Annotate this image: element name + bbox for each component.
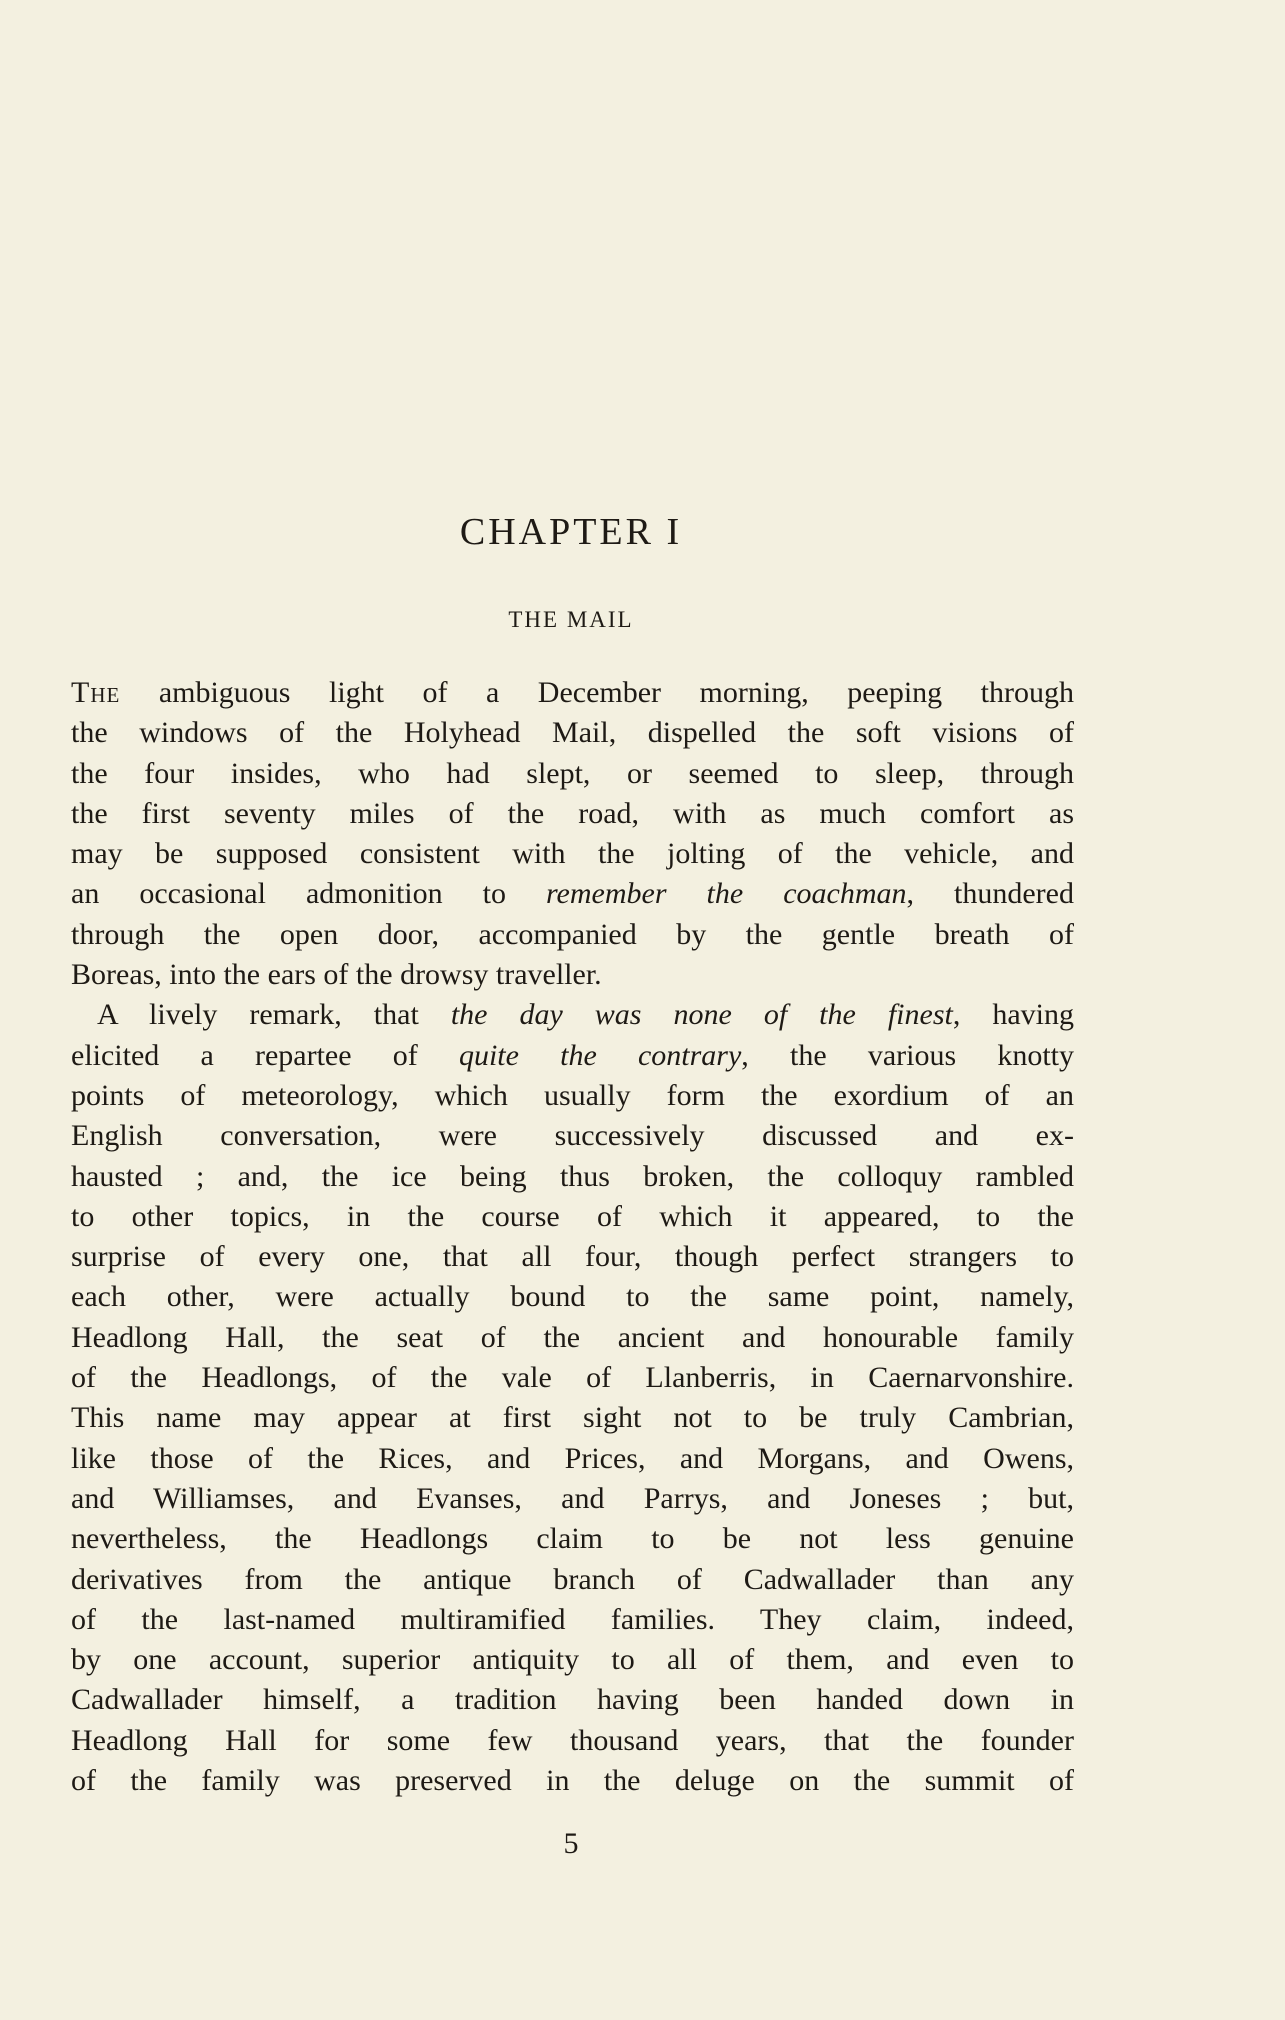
body-text bbox=[71, 673, 1074, 1801]
text-line: each other, were actually bound to the same point, namely, bbox=[71, 1280, 1074, 1314]
text-line: This name may appear at first sight not to be truly Cambrian, bbox=[71, 1401, 1074, 1435]
text-line bbox=[71, 995, 1074, 1035]
text-line: the four insides, who had slept, or seemed to sleep, through bbox=[71, 756, 1074, 790]
text-line: of the family was preserved in the deluge on the summit of bbox=[71, 1764, 1074, 1798]
text-fragment: A lively remark, that bbox=[97, 998, 451, 1032]
text-line: Headlong Hall for some few thousand years, that the founder bbox=[71, 1723, 1074, 1757]
text-line: nevertheless, the Headlongs claim to be not less genuine bbox=[71, 1522, 1074, 1556]
paragraph-2 bbox=[71, 995, 1074, 1801]
italic-phrase: quite the contrary bbox=[458, 1038, 742, 1072]
text-fragment: , having bbox=[952, 998, 1074, 1032]
text-line: by one account, superior antiquity to all of them, and even to bbox=[71, 1643, 1074, 1677]
text-line: of the Headlongs, of the vale of Llanberris, in Caernarvonshire. bbox=[71, 1361, 1074, 1395]
paragraph-1 bbox=[71, 673, 1074, 995]
text-line: of the last-named multiramified families. They claim, indeed, bbox=[71, 1602, 1074, 1636]
text-line bbox=[71, 1036, 1074, 1076]
page-number: 5 bbox=[563, 1827, 579, 1860]
italic-phrase: remember the coachman bbox=[546, 877, 907, 911]
text-line: derivatives from the antique branch of Cadwallader than any bbox=[71, 1562, 1074, 1596]
text-line: to other topics, in the course of which it appeared, to the bbox=[71, 1199, 1074, 1233]
text-line: points of meteorology, which usually form the exordium of an bbox=[71, 1078, 1074, 1112]
text-fragment: , the various knotty bbox=[741, 1038, 1075, 1072]
text-fragment: elicited a repartee of bbox=[71, 1038, 459, 1072]
text-line: the windows of the Holyhead Mail, dispelled the soft visions of bbox=[71, 716, 1074, 750]
text-line: hausted ; and, the ice being thus broken, the colloquy rambled bbox=[71, 1159, 1074, 1193]
text-line: Cadwallader himself, a tradition having been handed down in bbox=[71, 1683, 1074, 1717]
text-line bbox=[71, 874, 1074, 914]
chapter-subtitle: THE MAIL bbox=[508, 607, 634, 632]
text-line: may be supposed consistent with the jolting of the vehicle, and bbox=[71, 837, 1074, 871]
text-line bbox=[71, 673, 1074, 713]
text-fragment: ambiguous light of a December morning, peeping through bbox=[120, 676, 1074, 709]
text-line: the first seventy miles of the road, with as much comfort as bbox=[71, 796, 1074, 830]
text-line: through the open door, accompanied by the gentle breath of bbox=[71, 917, 1074, 951]
italic-phrase: the day was none of the finest bbox=[450, 998, 953, 1032]
text-line: Headlong Hall, the seat of the ancient and honourable family bbox=[71, 1320, 1074, 1354]
text-line: surprise of every one, that all four, though perfect strangers to bbox=[71, 1240, 1074, 1274]
text-fragment: , thundered bbox=[906, 877, 1074, 911]
text-line: English conversation, were successively discussed and ex- bbox=[71, 1119, 1074, 1153]
text-line: like those of the Rices, and Prices, and Morgans, and Owens, bbox=[71, 1441, 1074, 1475]
text-line: Boreas, into the ears of the drowsy traveller. bbox=[71, 958, 602, 992]
text-line: and Williamses, and Evanses, and Parrys, and Joneses ; but, bbox=[71, 1481, 1074, 1515]
opening-word: The bbox=[71, 676, 121, 709]
text-fragment: an occasional admonition to bbox=[71, 877, 546, 911]
chapter-title: CHAPTER I bbox=[459, 511, 683, 553]
